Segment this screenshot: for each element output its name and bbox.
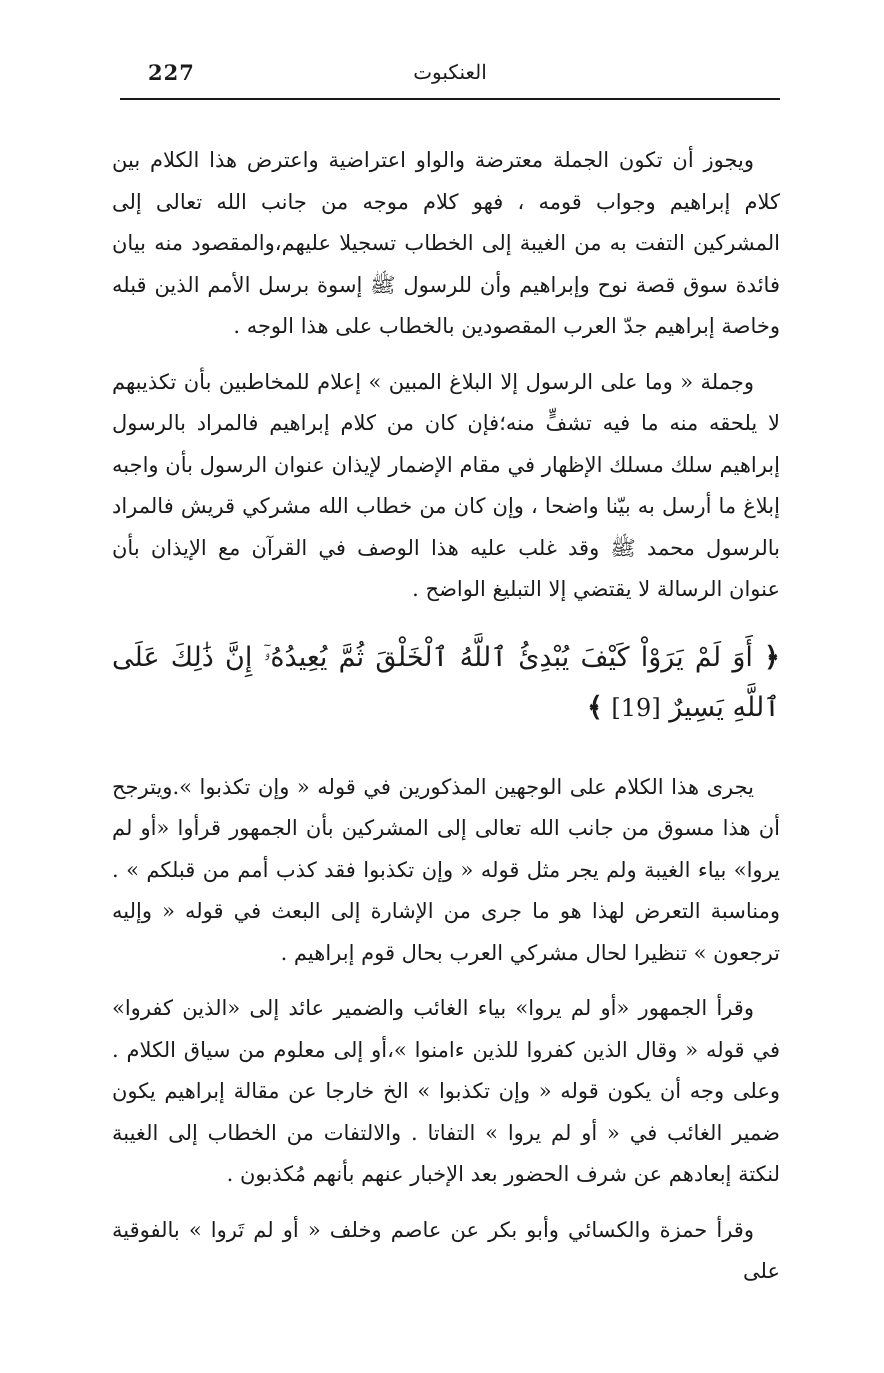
verse-number: [19] — [611, 693, 661, 722]
page-number: 227 — [148, 60, 195, 85]
paragraph: وقرأ الجمهور «أو لم يروا» بياء الغائب والضمير عائد إلى «الذين كفروا» في قوله « وقال الذين كفروا للذين ءامنوا »،أو إلى معلوم من سياق الكلام . وعلى وجه أن يكون قوله « وإن تكذبوا » الخ خارجا عن مقالة إبراهيم يكون ضمير الغائب في « أو لم يروا » التفاتا . والالتفات من الخطاب إلى الغيبة لنكتة إبعادهم عن شرف الحضور بعد الإخبار عنهم بأنهم مُكذبون . — [112, 996, 780, 1186]
verse-close-bracket: ﴾ — [586, 691, 603, 723]
verse-text: أَوَ لَمْ يَرَوْاْ كَيْفَ يُبْدِئُ ٱللَّهُ ٱلْخَلْقَ ثُمَّ يُعِيدُهُۥٓ إِنَّ ذَٰلِكَ عَلَى ٱللَّهِ يَسِيرٌ — [112, 641, 780, 723]
running-title: العنكبوت — [413, 60, 487, 84]
body-text — [112, 140, 780, 1293]
paragraph: وجملة « وما على الرسول إلا البلاغ المبين » إعلام للمخاطبين بأن تكذيبهم لا يلحقه منه ما فيه تشفٍّ منه؛فإن كان من كلام إبراهيم فالمراد بالرسول إبراهيم سلك مسلك الإظهار في مقام الإضمار لإيذان عنوان الرسول بأن واجبه إبلاغ ما أرسل به بيّنا واضحا ، وإن كان من خطاب الله مشركي قريش فالمراد بالرسول محمد ﷺ وقد غلب عليه هذا الوصف في القرآن مع الإيذان بأن عنوان الرسالة لا يقتضي إلا التبليغ الواضح . — [112, 369, 780, 601]
verse-open-bracket: ﴿ — [764, 641, 780, 673]
header-rule — [120, 98, 780, 100]
quran-verse — [112, 633, 780, 733]
paragraph: يجرى هذا الكلام على الوجهين المذكورين في قوله « وإن تكذبوا ».ويترجح أن هذا مسوق من جانب الله تعالى إلى المشركين بأن الجمهور قرأوا «أو لم يروا» بياء الغيبة ولم يجر مثل قوله « وإن تكذبوا فقد كذب أمم من قبلكم » . ومناسبة التعرض لهذا هو ما جرى من الإشارة إلى البعث في قوله « وإليه ترجعون » تنظيرا لحال مشركي العرب بحال قوم إبراهيم . — [112, 774, 780, 965]
paragraph: وقرأ حمزة والكسائي وأبو بكر عن عاصم وخلف « أو لم تَروا » بالفوقية على — [112, 1217, 780, 1283]
page-header — [120, 58, 780, 98]
paragraph: ويجوز أن تكون الجملة معترضة والواو اعتراضية واعترض هذا الكلام بين كلام إبراهيم وجواب قومه ، فهو كلام موجه من جانب الله تعالى إلى المشركين التفت به من الغيبة إلى الخطاب تسجيلا عليهم،والمقصود منه بيان فائدة سوق قصة نوح وإبراهيم وأن للرسول ﷺ إسوة برسل الأمم الذين قبله وخاصة إبراهيم جدّ العرب المقصودين بالخطاب على هذا الوجه . — [112, 148, 780, 338]
